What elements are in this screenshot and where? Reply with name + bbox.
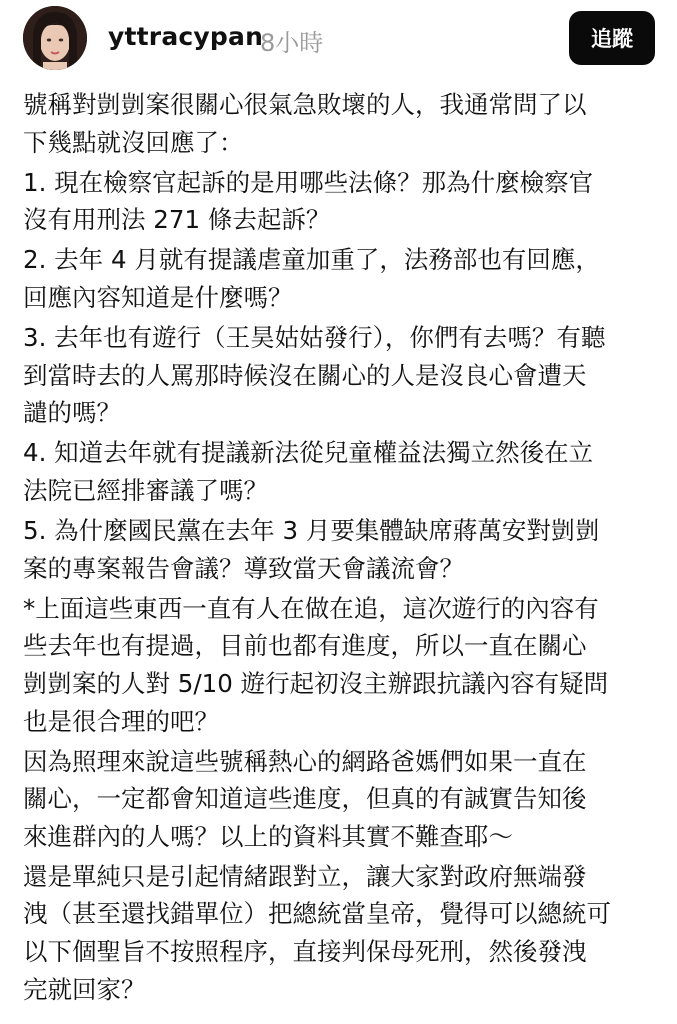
post-paragraph xyxy=(23,164,663,239)
post-text-line: 號稱對剴剴案很關心很氣急敗壞的人，我通常問了以 xyxy=(23,90,587,119)
post-text-line: 法院已經排審議了嗎？ xyxy=(23,475,268,505)
post-text-line: 些去年也有提過，目前也都有進度，所以一直在關心 xyxy=(23,631,587,661)
post-paragraph xyxy=(23,319,663,432)
post-text-line: 剴剴案的人對 5/10 遊行起初沒主辦跟抗議內容有疑問 xyxy=(23,668,609,698)
post-text-line: 到當時去的人罵那時候沒在關心的人是沒良心會遭天 xyxy=(23,360,587,390)
post-text-line: 還是單純只是引起情緒跟對立，讓大家對政府無端發 xyxy=(23,861,587,891)
post-body xyxy=(23,86,663,1011)
post-text-line: 沒有用刑法 271 條去起訴？ xyxy=(23,205,331,235)
follow-button[interactable]: 追蹤 xyxy=(569,11,655,65)
post-text-line: 關心，一定都會知道這些進度，但真的有誠實告知後 xyxy=(23,784,587,814)
post-text-line: 案的專案報告會議？導致當天會議流會？ xyxy=(23,553,464,583)
post-text-line: 4. 知道去年就有提議新法從兒童權益法獨立然後在立 xyxy=(23,438,594,468)
post-paragraph xyxy=(23,590,663,740)
post-paragraph xyxy=(23,241,663,316)
post-text-line: 2. 去年 4 月就有提議虐童加重了，法務部也有回應， xyxy=(23,245,600,275)
post-paragraph xyxy=(23,86,663,161)
post-text-line: 因為照理來說這些號稱熱心的網路爸媽們如果一直在 xyxy=(23,746,587,776)
post-text-line: 完就回家？ xyxy=(23,974,146,1004)
post-text-line: *上面這些東西一直有人在做在追，這次遊行的內容有 xyxy=(23,593,599,623)
username[interactable]: yttracypan xyxy=(108,22,264,51)
post-paragraph xyxy=(23,512,663,587)
post-text-line: 洩（甚至還找錯單位）把總統當皇帝，覺得可以總統可 xyxy=(23,899,611,929)
post-text-line: 譴的嗎？ xyxy=(23,398,121,428)
post-paragraph xyxy=(23,858,663,1008)
post-text-line: 也是很合理的吧？ xyxy=(23,706,219,736)
post-header xyxy=(0,0,677,78)
post-text-line: 5. 為什麼國民黨在去年 3 月要集體缺席蔣萬安對剴剴 xyxy=(23,516,600,546)
post-paragraph xyxy=(23,743,663,856)
post-paragraph xyxy=(23,434,663,509)
post-timestamp: 8小時 xyxy=(260,29,324,57)
post-text-line: 來進群內的人嗎？以上的資料其實不難查耶～ xyxy=(23,821,513,851)
post-text-line: 3. 去年也有遊行（王昊姑姑發行），你們有去嗎？有聽 xyxy=(23,323,606,353)
avatar[interactable] xyxy=(23,6,87,70)
post-text-line: 回應內容知道是什麼嗎？ xyxy=(23,282,293,312)
post-text-line: 1. 現在檢察官起訴的是用哪些法條？那為什麼檢察官 xyxy=(23,167,594,197)
post-text-line: 下幾點就沒回應了： xyxy=(23,127,244,157)
avatar-image xyxy=(23,6,87,70)
post-text-line: 以下個聖旨不按照程序，直接判保母死刑，然後發洩 xyxy=(23,937,587,967)
